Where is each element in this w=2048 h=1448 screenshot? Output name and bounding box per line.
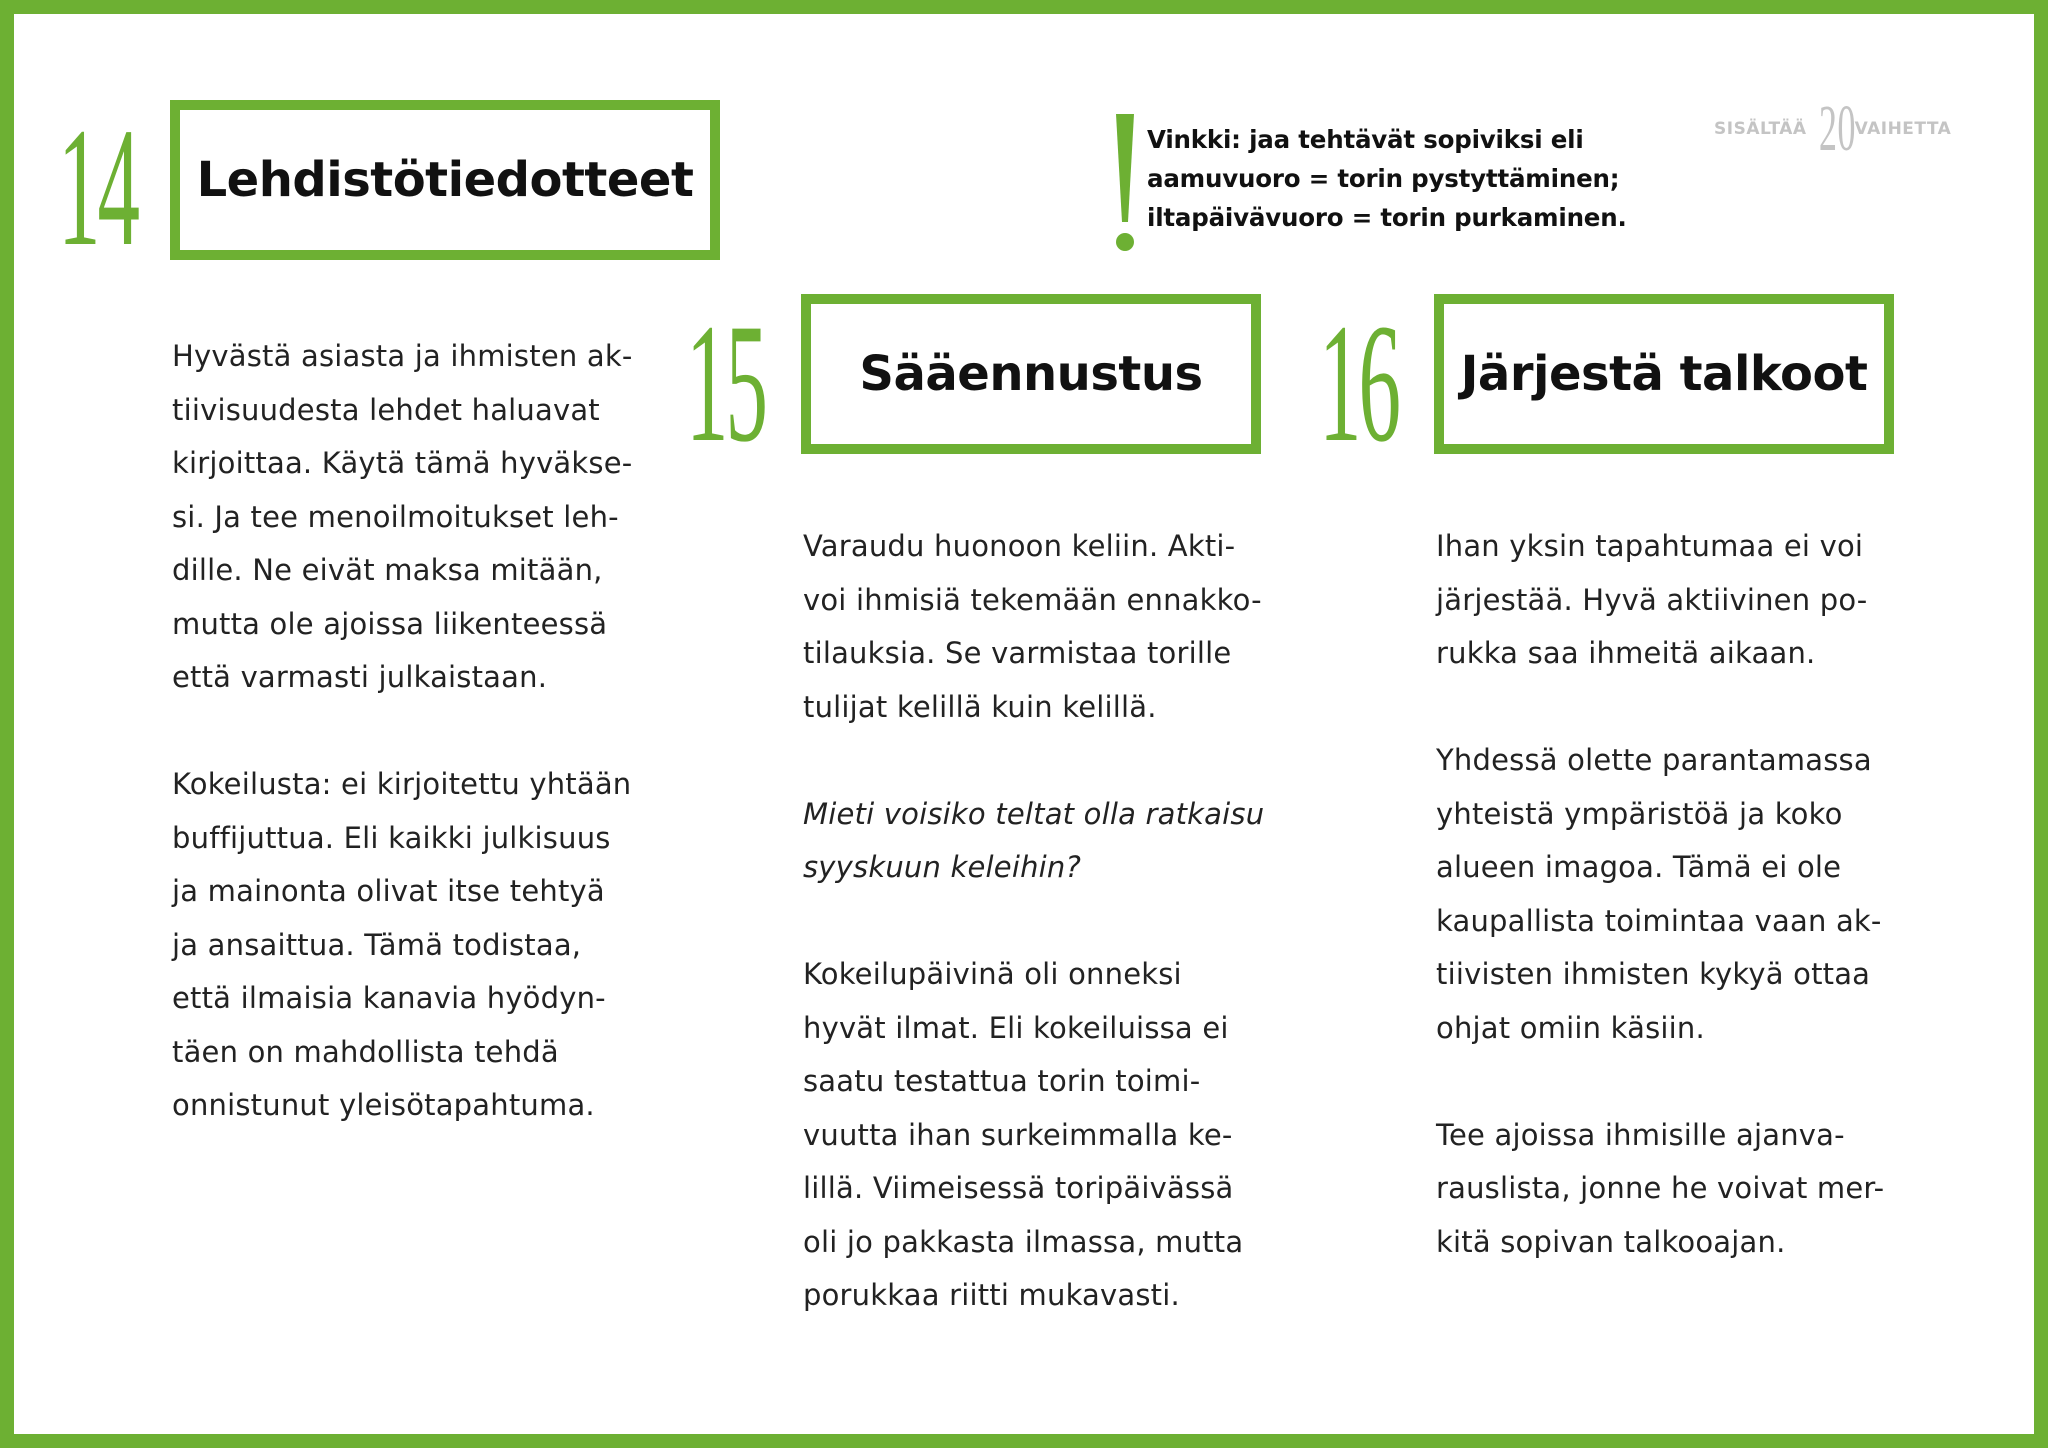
text-line: tiivisten ihmisten kykyä ottaa — [1436, 957, 1871, 991]
text-line: hyvät ilmat. Eli kokeiluissa ei — [803, 1010, 1229, 1045]
contents-suffix: VAIHETTA — [1854, 119, 1952, 139]
tip-line: Vinkki: jaa tehtävät sopiviksi eli — [1147, 125, 1584, 154]
text-line: ja ansaittua. Tämä todistaa, — [172, 927, 582, 962]
section-number-16: 16 — [1319, 289, 1398, 477]
section-body-15 — [803, 520, 1264, 1323]
text-line: tulijat kelillä kuin kelillä. — [803, 689, 1157, 724]
text-line: Varaudu huonoon keliin. Akti- — [803, 529, 1236, 563]
section-title-15: Sääennustus — [801, 294, 1261, 454]
section-number-15: 15 — [686, 289, 765, 477]
section-number-14: 14 — [58, 93, 137, 281]
tip-text — [1147, 120, 1627, 237]
text-line: tiivisuudesta lehdet haluavat — [172, 392, 600, 427]
text-line: Hyvästä asiasta ja ihmisten ak- — [172, 339, 633, 373]
text-line: vuutta ihan surkeimmalla ke- — [803, 1117, 1233, 1152]
tip-line: iltapäivävuoro = torin purkaminen. — [1147, 203, 1627, 232]
text-line: täen on mahdollista tehdä — [172, 1034, 559, 1069]
text-line: porukkaa riitti mukavasti. — [803, 1278, 1180, 1312]
text-line: Kokeilusta: ei kirjoitettu yhtään — [172, 767, 632, 801]
text-line: oli jo pakkasta ilmassa, mutta — [803, 1224, 1244, 1259]
text-line: voi ihmisiä tekemään ennakko- — [803, 582, 1262, 617]
text-line: tilauksia. Se varmistaa torille — [803, 636, 1232, 670]
text-line: saatu testattua torin toimi- — [803, 1064, 1201, 1098]
text-line: kaupallista toimintaa vaan ak- — [1436, 903, 1882, 938]
text-line: Ihan yksin tapahtumaa ei voi — [1436, 529, 1864, 563]
text-line: että varmasti julkaistaan. — [172, 660, 548, 694]
tip-line: aamuvuoro = torin pystyttäminen; — [1147, 164, 1620, 193]
exclamation-icon — [1106, 112, 1144, 257]
section-title-16: Järjestä talkoot — [1434, 294, 1894, 454]
text-line: buffijuttua. Eli kaikki julkisuus — [172, 820, 611, 855]
text-line: alueen imagoa. Tämä ei ole — [1436, 850, 1842, 884]
text-line: rauslista, jonne he voivat mer- — [1436, 1171, 1885, 1205]
section-body-16 — [1436, 520, 1884, 1269]
text-line: kitä sopivan talkooajan. — [1436, 1224, 1786, 1259]
text-line: rukka saa ihmeitä aikaan. — [1436, 636, 1816, 670]
text-line: dille. Ne eivät maksa mitään, — [172, 553, 603, 587]
text-line: että ilmaisia kanavia hyödyn- — [172, 981, 606, 1015]
text-line-italic: Mieti voisiko teltat olla ratkaisu — [803, 796, 1265, 831]
text-line: ohjat omiin käsiin. — [1436, 1010, 1705, 1045]
text-line: Tee ajoissa ihmisille ajanva- — [1436, 1117, 1845, 1152]
text-line: ja mainonta olivat itse tehtyä — [172, 874, 605, 908]
text-line: mutta ole ajoissa liikenteessä — [172, 606, 608, 641]
text-line: kirjoittaa. Käytä tämä hyväkse- — [172, 446, 633, 480]
text-line: järjestää. Hyvä aktiivinen po- — [1436, 582, 1868, 617]
text-line: onnistunut yleisötapahtuma. — [172, 1088, 595, 1122]
text-line: Kokeilupäivinä oli onneksi — [803, 957, 1182, 991]
text-line: lillä. Viimeisessä toripäivässä — [803, 1171, 1234, 1205]
contents-prefix: SISÄLTÄÄ — [1714, 119, 1807, 139]
text-line: si. Ja tee menoilmoitukset leh- — [172, 499, 619, 534]
contents-indicator — [1714, 92, 1952, 165]
section-title-14: Lehdistötiedotteet — [170, 100, 720, 260]
text-line: yhteistä ympäristöä ja koko — [1436, 796, 1843, 831]
text-line-italic: syyskuun keleihin? — [803, 850, 1082, 884]
text-line: Yhdessä olette parantamassa — [1436, 743, 1872, 777]
contents-number: 20 — [1818, 92, 1856, 165]
section-body-14 — [172, 330, 633, 1133]
